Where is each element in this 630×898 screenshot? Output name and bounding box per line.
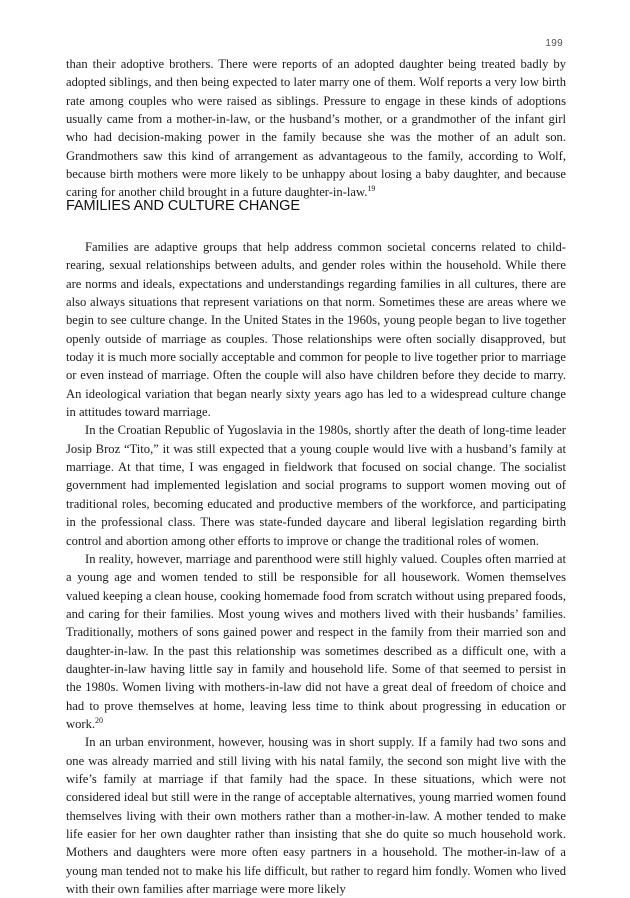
section-body bbox=[66, 238, 566, 898]
body-paragraph-2 bbox=[66, 421, 566, 549]
page-number: 199 bbox=[545, 38, 563, 49]
body-paragraph-4 bbox=[66, 733, 566, 898]
paragraph-text: In the Croatian Republic of Yugoslavia in the 1980s, shortly after the death of long-time leader Josip Broz “Tito,” it was still expected that a young couple would live with a husband’s family at marriage. At that time, I was engaged in fieldwork that focused on social change. The socialist government had implemented legislation and social programs to support women moving out of traditional roles, becoming educated and productive members of the workforce, and participating in the professional class. There was state-funded daycare and liberal legislation regarding birth control and abortion among other efforts to improve or change the traditional roles of women. bbox=[66, 423, 566, 548]
footnote-marker-20: 20 bbox=[95, 715, 104, 725]
body-paragraph-1 bbox=[66, 238, 566, 421]
intro-paragraph-text: than their adoptive brothers. There were reports of an adopted daughter being treated badly by adopted siblings, and then being expected to later marry one of them. Wolf reports a very low birth rate among couples who were raised as siblings. Pressure to engage in these kinds of adoptions usually came from a mother-in-law, or the husband’s mother, or a grandmother of the infant girl who had decision-making power in the family because she was the mother of an adult son. Grandmothers saw this kind of arrangement as advantageous to the family, according to Wolf, because birth mothers were more likely to be unhappy about losing a baby daughter, and because caring for another child brought in a future daughter-in-law. bbox=[66, 57, 566, 200]
footnote-marker-19: 19 bbox=[367, 184, 376, 194]
paragraph-text: In an urban environment, however, housing was in short supply. If a family had two sons and one was already married and still living with his natal family, the second son might live with the wife’s family at marriage if that family had the space. In these situations, which were not considered ideal but still were in the range of acceptable alternatives, young married women found themselves living with their own mothers rather than a mother-in-law. A mother tended to make life easier for her own daughter rather than insisting that she do quite so much household work. Mothers and daughters were more often easy partners in a household. The mother-in-law of a young man tended not to make his life difficult, but rather to regard him fondly. Women who lived with their own families after marriage were more likely bbox=[66, 735, 566, 897]
paragraph-text: In reality, however, marriage and parenthood were still highly valued. Couples often married at a young age and women tended to still be responsible for all housework. Women themselves valued keeping a clean house, cooking homemade food from scratch without using prepared foods, and caring for their families. Most young wives and mothers lived with their husbands’ families. Traditionally, mothers of sons gained power and respect in the family from their married son and daughter-in-law. In the past this relationship was sometimes described as a difficult one, with a daughter-in-law having little say in family and household life. Some of that seemed to persist in the 1980s. Women living with mothers-in-law did not have a great deal of freedom of choice and had to prove themselves at home, leaving less time to think about progressing in education or work. bbox=[66, 551, 566, 731]
body-paragraph-3 bbox=[66, 550, 566, 733]
paragraph-text: Families are adaptive groups that help address common societal concerns related to child-rearing, sexual relationships between adults, and gender roles within the household. While there are norms and ideals, expectations and understandings regarding families in all cultures, there are also always situations that represent variations on that norm. Sometimes these are areas where we begin to see culture change. In the United States in the 1960s, young people began to live together openly outside of marriage as couples. Those relationships were often socially disapproved, but today it is much more socially acceptable and common for people to live together prior to marriage or even instead of marriage. Often the couple will also have children before they decide to marry. An ideological variation that began nearly sixty years ago has led to a widespread culture change in attitudes toward marriage. bbox=[66, 240, 566, 420]
intro-paragraph bbox=[66, 55, 566, 202]
intro-text-block bbox=[66, 55, 566, 202]
section-heading: FAMILIES AND CULTURE CHANGE bbox=[66, 198, 300, 214]
